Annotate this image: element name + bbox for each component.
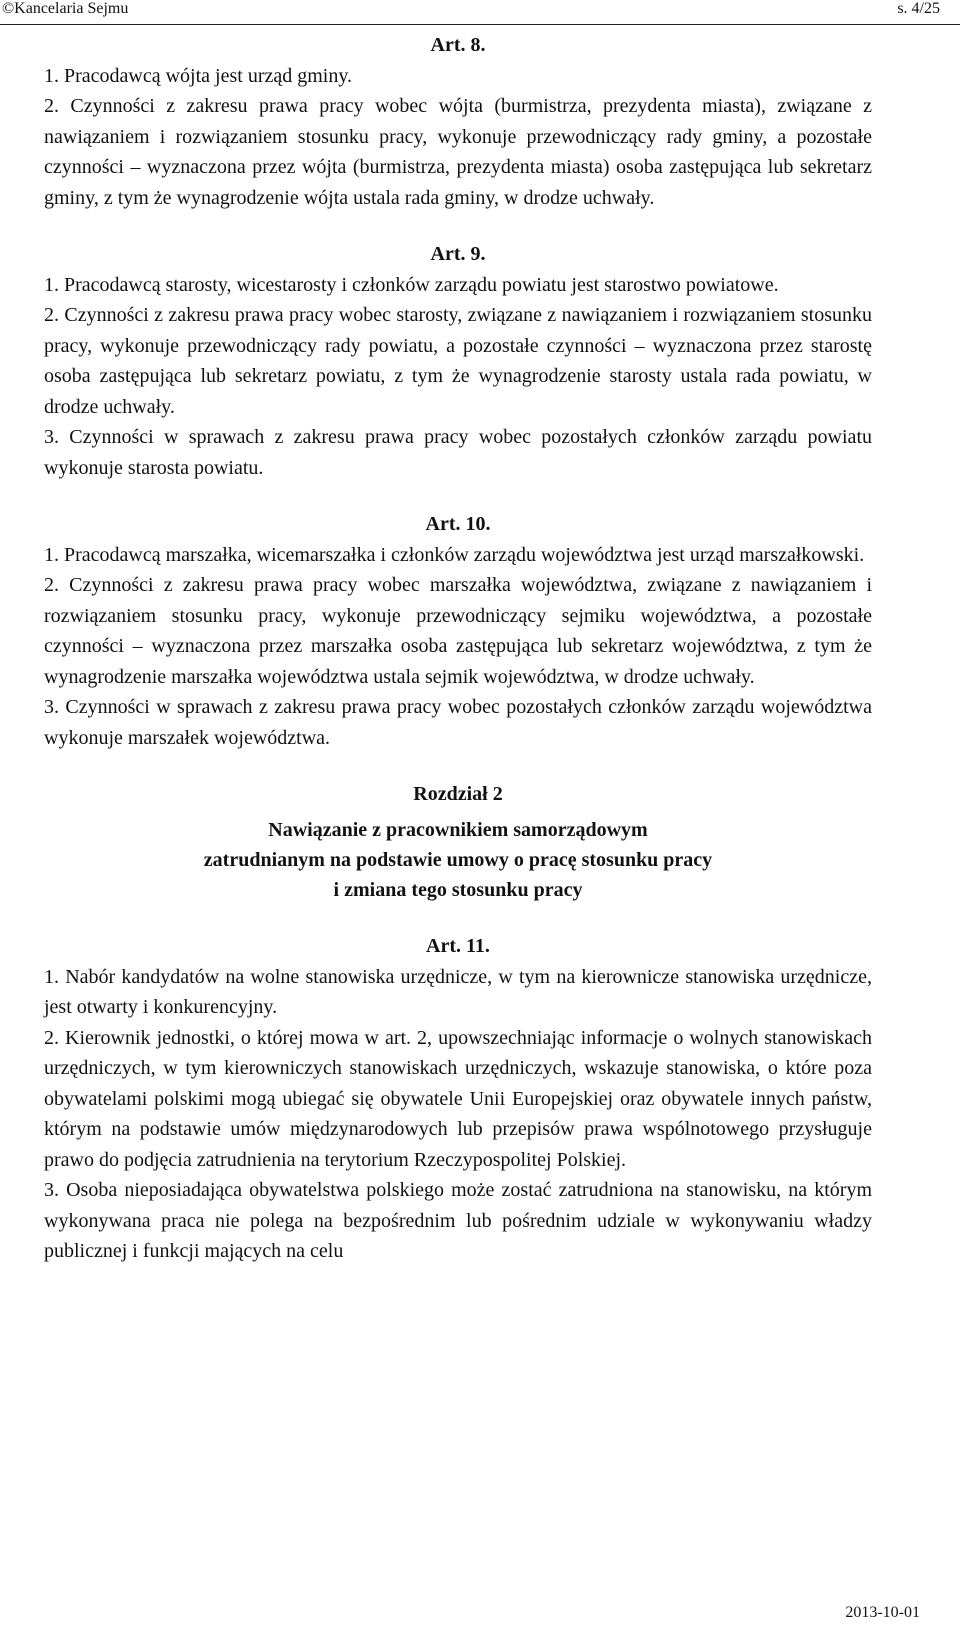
chapter-title-line-3: i zmiana tego stosunku pracy: [333, 879, 583, 901]
spacer: [44, 905, 872, 931]
art-9-para-2: 2. Czynności z zakresu prawa pracy wobec starosty, związane z nawiązaniem i rozwiązaniem stosunku pracy, wykonuje przewodniczący rady powiatu, a pozostałe czynności – wyznaczona przez starostę osoba zastępująca lub sekretarz powiatu, z tym że wynagrodzenie starosty ustala rada powiatu, w drodze uchwały.: [44, 304, 872, 418]
art-11-title: Art. 11.: [426, 935, 490, 957]
spacer: [44, 213, 872, 239]
chapter-number: Rozdział 2: [413, 783, 503, 805]
art-8-para-2: 2. Czynności z zakresu prawa pracy wobec wójta (burmistrza, prezydenta miasta), związane z nawiązaniem i rozwiązaniem stosunku pracy, wykonuje przewodniczący rady gminy, a pozostałe czynności – wyznaczona przez wójta (burmistrza, prezydenta miasta) osoba zastępująca lub sekretarz gminy, z tym że wynagrodzenie wójta ustala rada gminy, w drodze uchwały.: [44, 95, 872, 209]
art-11-para-1: 1. Nabór kandydatów na wolne stanowiska urzędnicze, w tym na kierownicze stanowiska urzędnicze, jest otwarty i konkurencyjny.: [44, 965, 872, 1018]
footer-date: 2013-10-01: [845, 1604, 920, 1621]
art-10-title: Art. 10.: [425, 513, 491, 535]
header-rule: [0, 24, 960, 25]
header-page-number: s. 4/25: [897, 0, 940, 17]
header-publisher: ©Kancelaria Sejmu: [2, 0, 129, 17]
art-11-para-3: 3. Osoba nieposiadająca obywatelstwa polskiego może zostać zatrudniona na stanowisku, na którym wykonywana praca nie polega na bezpośrednim lub pośrednim udziale w wykonywaniu władzy publicznej i funkcji mających na celu: [44, 1179, 872, 1262]
art-11-para-2: 2. Kierownik jednostki, o której mowa w art. 2, upowszechniając informacje o wolnych stanowiskach urzędniczych, w tym kierowniczych stanowiskach urzędniczych, wskazuje stanowiska, o które poza obywatelami polskimi mogą ubiegać się obywatele Unii Europejskiej oraz obywatele innych państw, którym na podstawie umów międzynarodowych lub przepisów prawa wspólnotowego przysługuje prawo do podjęcia zatrudnienia na terytorium Rzeczypospolitej Polskiej.: [44, 1026, 872, 1171]
art-9-para-3: 3. Czynności w sprawach z zakresu prawa pracy wobec pozostałych członków zarządu powiatu wykonuje starosta powiatu.: [44, 426, 872, 479]
chapter-heading: [44, 779, 872, 905]
document-body: [44, 30, 872, 1267]
art-8-title: Art. 8.: [430, 34, 486, 56]
art-9-para-1: 1. Pracodawcą starosty, wicestarosty i członków zarządu powiatu jest starostwo powiatowe.: [44, 273, 779, 296]
chapter-title-line-2: zatrudnianym na podstawie umowy o pracę stosunku pracy: [203, 849, 713, 871]
spacer: [44, 753, 872, 779]
art-9-title: Art. 9.: [430, 243, 486, 265]
page-header: [0, 0, 960, 24]
chapter-title-line-1: Nawiązanie z pracownikiem samorządowym: [268, 819, 648, 841]
art-8-para-1: 1. Pracodawcą wójta jest urząd gminy.: [44, 64, 353, 87]
art-10-para-2: 2. Czynności z zakresu prawa pracy wobec marszałka województwa, związane z nawiązaniem i rozwiązaniem stosunku pracy, wykonuje przewodniczący sejmiku województwa, a pozostałe czynności – wyznaczona przez marszałka osoba zastępująca lub sekretarz województwa, z tym że wynagrodzenie marszałka województwa ustala sejmik województwa, w drodze uchwały.: [44, 574, 872, 688]
spacer: [44, 483, 872, 509]
art-10-para-3: 3. Czynności w sprawach z zakresu prawa pracy wobec pozostałych członków zarządu województwa wykonuje marszałek województwa.: [44, 696, 872, 749]
art-10-para-1: 1. Pracodawcą marszałka, wicemarszałka i członków zarządu województwa jest urząd marszałkowski.: [44, 543, 865, 566]
